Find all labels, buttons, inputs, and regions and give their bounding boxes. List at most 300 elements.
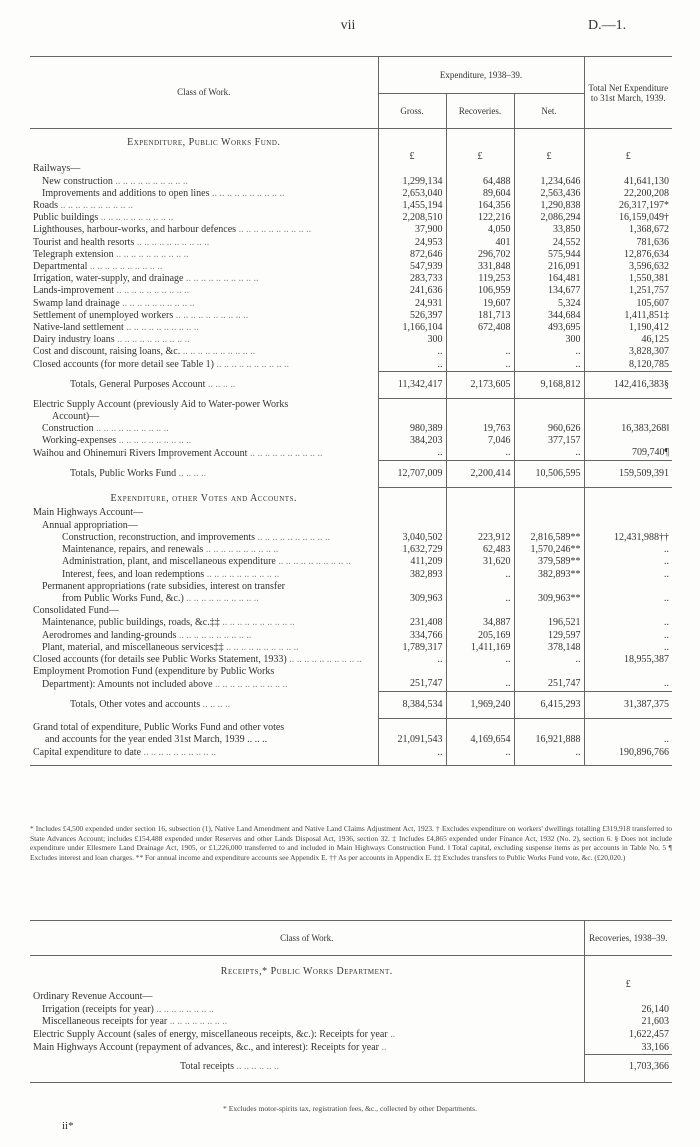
gross-cell: 411,209 [378,556,446,568]
total-cell: 46,125 [584,334,672,346]
row-label-text: Closed accounts (for more detail see Table 1) [33,358,214,370]
leader-dots: .. .. .. .. .. .. .. .. .. .. [212,678,288,690]
net-cell [514,520,584,532]
leader-dots: .. .. .. .. .. .. .. .. .. .. [183,273,259,285]
table-row [30,507,672,519]
net-cell [514,399,584,411]
recoveries-cell [446,399,514,411]
leader-dots: .. .. .. .. .. .. .. .. .. .. [112,175,188,187]
leader-dots: .. .. .. .. .. .. .. .. .. .. [123,322,199,334]
row-label [30,593,378,605]
gross-cell [378,507,446,519]
total-cell: 3,596,632 [584,261,672,273]
recoveries-cell: 205,169 [446,630,514,642]
row-label-text: Closed accounts (for details see Public Works Statement, 1933) [33,653,287,665]
grand-total-label [30,718,378,746]
row-label-text: Native-land settlement [33,322,124,334]
leader-dots: .. .. .. .. .. .. .. .. .. .. [114,285,190,297]
grand-total-line2: and accounts for the year ended 31st March, 1939 .. .. .. [45,734,268,746]
total-cell [584,605,672,617]
leader-dots: .. .. .. .. [205,378,236,390]
gross-cell: 1,299,134 [378,176,446,188]
gross-cell: 283,733 [378,273,446,285]
total-cell: 142,416,383§ [584,371,672,398]
table-row [30,212,672,224]
section-heading-pwf: Expenditure, Public Works Fund. [127,137,281,148]
receipts-row-label-text: Main Highways Account (repayment of advances, &c., and interest): Receipts for year [33,1041,379,1053]
receipts-row-label [30,1042,584,1055]
table-row [30,642,672,654]
total-cell [584,507,672,519]
receipts-col-class-header: Class of Work. [30,921,584,956]
row-label-text: Interest, fees, and loan redemptions [62,568,205,580]
row-label-text: Settlement of unemployed workers [33,309,174,321]
leader-dots: .. [387,1028,396,1040]
row-label [30,212,378,224]
recoveries-cell: 122,216 [446,212,514,224]
table-row [30,447,672,460]
row-label-text: from Public Works Fund, &c.) [62,592,184,604]
row-label-text: Maintenance, repairs, and renewals [62,544,204,556]
page-number: vii [340,18,356,33]
total-cell: 22,200,208 [584,188,672,200]
receipts-section-row [30,956,672,979]
table-row [30,654,672,666]
row-label [30,447,378,460]
recoveries-cell: 34,887 [446,617,514,629]
row-label-text: Cost and discount, raising loans, &c. [33,346,181,358]
receipts-total-label [30,1055,584,1083]
total-cell: 1,368,672 [584,224,672,236]
net-cell: 2,086,294 [514,212,584,224]
row-label [30,334,378,346]
receipts-row [30,1042,672,1055]
gross-cell: 37,900 [378,224,446,236]
total-general-purposes [30,371,672,398]
grand-total-line1: Grand total of expenditure, Public Works Fund and other votes [33,722,285,734]
row-label [30,642,378,654]
receipts-table [30,920,672,1083]
recoveries-cell: 296,702 [446,249,514,261]
leader-dots: .. .. .. .. .. .. .. .. .. .. [183,592,259,604]
gross-cell: 1,632,729 [378,544,446,556]
gross-cell [378,163,446,175]
net-cell: 377,157 [514,435,584,447]
recoveries-cell: .. [446,678,514,691]
table-row [30,581,672,593]
net-cell: .. [514,654,584,666]
row-label [30,617,378,629]
total-public-works-fund [30,460,672,487]
table-row [30,617,672,629]
leader-dots: .. .. .. .. .. .. .. .. .. .. [113,248,189,260]
row-label [30,569,378,581]
gross-cell [378,666,446,678]
row-label-text: Plant, material, and miscellaneous services‡‡ [42,641,224,653]
net-cell: 2,816,589** [514,532,584,544]
receipts-total-value: 1,703,366 [584,1055,672,1083]
table-row [30,200,672,212]
receipts-row [30,1029,672,1042]
total-cell: 12,707,009 [378,460,446,487]
total-label [30,460,378,487]
recoveries-cell: .. [446,346,514,358]
net-cell: 960,626 [514,423,584,435]
row-label-text: Permanent appropriations (rate subsidies, interest on transfer [42,580,285,592]
total-cell: .. [584,630,672,642]
recoveries-cell: 331,848 [446,261,514,273]
row-label [30,285,378,297]
gross-cell: 1,455,194 [378,200,446,212]
receipts-row-label-text: Ordinary Revenue Account— [33,991,153,1003]
receipts-row-label [30,991,584,1004]
recoveries-cell: 7,046 [446,435,514,447]
table-row [30,176,672,188]
gross-cell: 231,408 [378,617,446,629]
receipts-footnote: * Excludes motor-spirits tax, registration fees, &c., collected by other Departments. [223,1104,477,1113]
gross-cell: 334,766 [378,630,446,642]
recoveries-cell [446,581,514,593]
leader-dots: .. .. .. .. [200,698,231,710]
recoveries-cell [446,520,514,532]
table-row [30,423,672,435]
recoveries-cell: 401 [446,237,514,249]
recoveries-cell: 181,713 [446,310,514,322]
leader-dots: .. .. .. .. .. .. .. .. .. .. [286,653,362,665]
net-cell: .. [514,359,584,372]
leader-dots: .. .. .. .. .. .. .. .. .. .. [203,544,279,556]
net-cell [514,163,584,175]
gross-cell: 382,893 [378,569,446,581]
capital-cell: .. [514,747,584,766]
receipts-row-label [30,1029,584,1042]
row-label-text: Maintenance, public buildings, roads, &c.‡‡ [42,617,220,629]
receipts-row-label-text: Miscellaneous receipts for year [42,1016,168,1028]
capital-row [30,747,672,766]
table-row [30,322,672,334]
row-label-text: Roads [33,200,58,212]
gross-cell [378,520,446,532]
leader-dots: .. .. .. .. .. .. .. .. .. .. [134,236,210,248]
net-cell [514,666,584,678]
total-label-text: Totals, General Purposes Account [70,378,206,390]
document-reference: D.—1. [588,18,627,33]
net-cell: 344,684 [514,310,584,322]
recoveries-cell: 672,408 [446,322,514,334]
total-cell: 31,387,375 [584,691,672,718]
gross-cell [378,411,446,423]
section-row [30,487,672,507]
total-cell: 12,876,634 [584,249,672,261]
net-cell: 382,893** [514,569,584,581]
total-cell: 709,740¶ [584,447,672,460]
total-cell: 3,828,307 [584,346,672,358]
section-heading-other: Expenditure, other Votes and Accounts. [110,493,297,505]
currency-symbol: £ [514,151,584,163]
gross-cell: 309,963 [378,593,446,605]
currency-row [30,151,672,163]
table-row [30,532,672,544]
gross-cell: 241,636 [378,285,446,297]
recoveries-cell [446,507,514,519]
recoveries-cell: 4,050 [446,224,514,236]
leader-dots: .. .. .. .. .. .. .. .. .. .. [58,200,133,212]
net-cell: 164,481 [514,273,584,285]
total-cell: 10,506,595 [514,460,584,487]
row-label [30,346,378,358]
receipts-value [584,991,672,1004]
capital-label [30,747,378,766]
currency-symbol: £ [446,151,514,163]
total-cell [584,411,672,423]
col-expenditure-header: Expenditure, 1938–39. [378,57,584,94]
table-row [30,520,672,532]
total-cell: 159,509,391 [584,460,672,487]
empty-cell [514,129,584,152]
recoveries-cell: .. [446,359,514,372]
gross-cell [378,581,446,593]
signature-mark: ii* [62,1120,74,1132]
row-label [30,200,378,212]
recoveries-cell: 64,488 [446,176,514,188]
empty-cell [446,129,514,152]
recoveries-cell: .. [446,593,514,605]
recoveries-cell: .. [446,569,514,581]
gross-cell: 24,953 [378,237,446,249]
row-label-text: Tourist and health resorts [33,236,135,248]
recoveries-cell [446,605,514,617]
recoveries-cell [446,666,514,678]
receipts-row [30,1004,672,1017]
gross-cell: 1,789,317 [378,642,446,654]
gross-cell: .. [378,447,446,460]
row-label-text: Improvements and additions to open lines [42,187,210,199]
total-cell: 1,969,240 [446,691,514,718]
total-cell: 11,342,417 [378,371,446,398]
row-label [30,273,378,285]
receipts-row-label-text: Electric Supply Account (sales of energy, miscellaneous receipts, &c.): Receipts for year [33,1028,388,1040]
receipts-value: 21,603 [584,1016,672,1029]
row-label [30,556,378,568]
recoveries-cell: .. [446,654,514,666]
row-label-text: Main Highways Account— [33,507,143,519]
leader-dots: .. .. .. .. .. .. .. .. .. .. [93,422,169,434]
net-cell: 379,589** [514,556,584,568]
leader-dots: .. .. .. .. .. .. .. .. [167,1016,228,1028]
row-label [30,532,378,544]
gross-cell: .. [378,346,446,358]
recoveries-cell [446,163,514,175]
total-cell: .. [584,556,672,568]
leader-dots: .. .. .. .. .. .. [234,1060,279,1072]
row-label [30,188,378,200]
empty-cell [514,487,584,507]
table-row [30,544,672,556]
net-cell: 196,521 [514,617,584,629]
gross-cell: 300 [378,334,446,346]
receipts-value: 33,166 [584,1042,672,1055]
row-label [30,298,378,310]
net-cell: 309,963** [514,593,584,605]
table-row [30,605,672,617]
recoveries-cell: .. [446,447,514,460]
gross-cell: 2,653,040 [378,188,446,200]
total-cell: 1,411,851‡ [584,310,672,322]
receipts-value: 1,622,457 [584,1029,672,1042]
total-cell: 1,190,412 [584,322,672,334]
total-cell: .. [584,569,672,581]
grand-total-cell: 16,921,888 [514,718,584,746]
row-label [30,310,378,322]
total-cell [584,399,672,411]
row-label-text: Waihou and Ohinemuri Rivers Improvement Account [33,447,248,459]
net-cell: 33,850 [514,224,584,236]
row-label-text: Aerodromes and landing-grounds [42,629,177,641]
leader-dots: .. .. .. .. .. .. .. .. .. .. [223,641,299,653]
row-label [30,605,378,617]
gross-cell: 251,747 [378,678,446,691]
gross-cell: 24,931 [378,298,446,310]
table-row [30,569,672,581]
total-cell: 2,200,414 [446,460,514,487]
leader-dots: .. .. .. .. .. .. .. .. .. .. [214,358,289,370]
row-label-text: Employment Promotion Fund (expenditure by Public Works [33,666,275,678]
receipts-row-label [30,1016,584,1029]
table-row [30,359,672,372]
table-row [30,556,672,568]
total-cell: 16,159,049† [584,212,672,224]
recoveries-cell: 164,356 [446,200,514,212]
total-cell: 781,636 [584,237,672,249]
row-label-text: Construction [42,422,94,434]
total-other-votes [30,691,672,718]
leader-dots: .. .. .. .. .. .. .. .. .. .. [255,531,331,543]
row-label-text: Working-expenses [42,435,117,447]
recoveries-cell: 119,253 [446,273,514,285]
total-cell: 2,173,605 [446,371,514,398]
empty-cell [30,979,584,992]
gross-cell: 384,203 [378,435,446,447]
receipts-row-label [30,1004,584,1017]
footnotes: * Includes £4,500 expended under section 16, subsection (1), Native Land Amendment and Native Land Claims Adjustment Act, 1923. † Excludes expenditure on workers' dwellings totalling £319,918 transferred to State Advances Account; includes £154,488 expended under Reserves and other Lands Disposal Act, 1936, section 32. ‡ Includes £4,865 expended under Finance Act, 1932 (No. 2), section 6. § Does not include expenditure under Ellesmere Land Drainage Act, 1905, or £1,226,000 transferred to and included in Main Highways Construction Fund. ‖ Total capital, excluding suspense items as per accounts in Table No. 5 ¶ Excludes interest and loan charges. ** For annual income and expenditure accounts see Appendix E. †† As per accounts in Appendix E. ‡‡ Excludes transfers to Public Works Fund vote, &c. (£20,020.) [30,824,672,862]
gross-cell: .. [378,359,446,372]
total-cell: .. [584,544,672,556]
receipts-row-label-text: Irrigation (receipts for year) [42,1003,154,1015]
row-label [30,261,378,273]
total-cell [584,520,672,532]
gross-cell: .. [378,654,446,666]
receipts-row [30,991,672,1004]
gross-cell [378,399,446,411]
total-cell [584,435,672,447]
net-cell: 378,148 [514,642,584,654]
table-row [30,273,672,285]
net-cell: 1,234,646 [514,176,584,188]
grand-total-cell: 4,169,654 [446,718,514,746]
total-cell: 26,317,197* [584,200,672,212]
total-label [30,371,378,398]
recoveries-cell: 62,483 [446,544,514,556]
empty-cell [584,956,672,979]
row-label-text: Consolidated Fund— [33,605,119,617]
gross-cell: 1,166,104 [378,322,446,334]
recoveries-cell: 19,763 [446,423,514,435]
gross-cell: 980,389 [378,423,446,435]
leader-dots: .. .. .. .. [176,467,207,479]
table-row [30,435,672,447]
row-label [30,678,378,691]
row-label-text: Account)— [52,410,100,422]
net-cell [514,581,584,593]
leader-dots: .. .. .. .. .. .. .. .. .. .. [173,309,249,321]
table-row [30,678,672,691]
row-label-text: Telegraph extension [33,248,114,260]
empty-cell [378,487,446,507]
empty-cell [378,129,446,152]
net-cell: 5,324 [514,298,584,310]
row-label-text: Electric Supply Account (previously Aid to Water-power Works [33,398,289,410]
row-label [30,411,378,423]
grand-total-cell: .. [584,718,672,746]
currency-symbol: £ [584,979,672,992]
row-label-text: New construction [42,175,113,187]
net-cell: .. [514,346,584,358]
gross-cell [378,605,446,617]
receipts-total-label-text: Total receipts [180,1060,234,1072]
receipts-col-recoveries-header: Recoveries, 1938–39. [584,921,672,956]
row-label [30,654,378,666]
recoveries-cell: 106,959 [446,285,514,297]
row-label [30,520,378,532]
recoveries-cell: 31,620 [446,556,514,568]
row-label [30,359,378,372]
row-label [30,322,378,334]
section-row [30,129,672,152]
net-cell: 1,290,838 [514,200,584,212]
row-label [30,544,378,556]
net-cell: 575,944 [514,249,584,261]
gross-cell: 872,646 [378,249,446,261]
total-cell: 8,120,785 [584,359,672,372]
leader-dots: .. .. .. .. .. .. .. .. .. .. [87,261,163,273]
capital-cell: .. [446,747,514,766]
row-label-text: Swamp land drainage [33,297,120,309]
currency-symbol: £ [584,151,672,163]
currency-symbol: £ [378,151,446,163]
grand-total-cell: 21,091,543 [378,718,446,746]
col-total-header: Total Net Expenditure to 31st March, 1939. [584,57,672,129]
net-cell: 2,563,436 [514,188,584,200]
col-class-header: Class of Work. [30,57,378,129]
total-cell: .. [584,678,672,691]
table-row [30,411,672,423]
recoveries-cell: 19,607 [446,298,514,310]
row-label-text: Dairy industry loans [33,334,115,346]
total-cell [584,581,672,593]
row-label-text: Construction, reconstruction, and improvements [62,531,256,543]
receipts-currency-row [30,979,672,992]
table-row [30,298,672,310]
total-cell: 9,168,812 [514,371,584,398]
net-cell: 251,747 [514,678,584,691]
receipts-value: 26,140 [584,1004,672,1017]
leader-dots: .. .. .. .. .. .. .. .. [153,1003,214,1015]
col-net-header: Net. [514,94,584,129]
total-cell: 18,955,387 [584,654,672,666]
row-label [30,163,378,175]
recoveries-cell: 1,411,169 [446,642,514,654]
table-row [30,399,672,411]
